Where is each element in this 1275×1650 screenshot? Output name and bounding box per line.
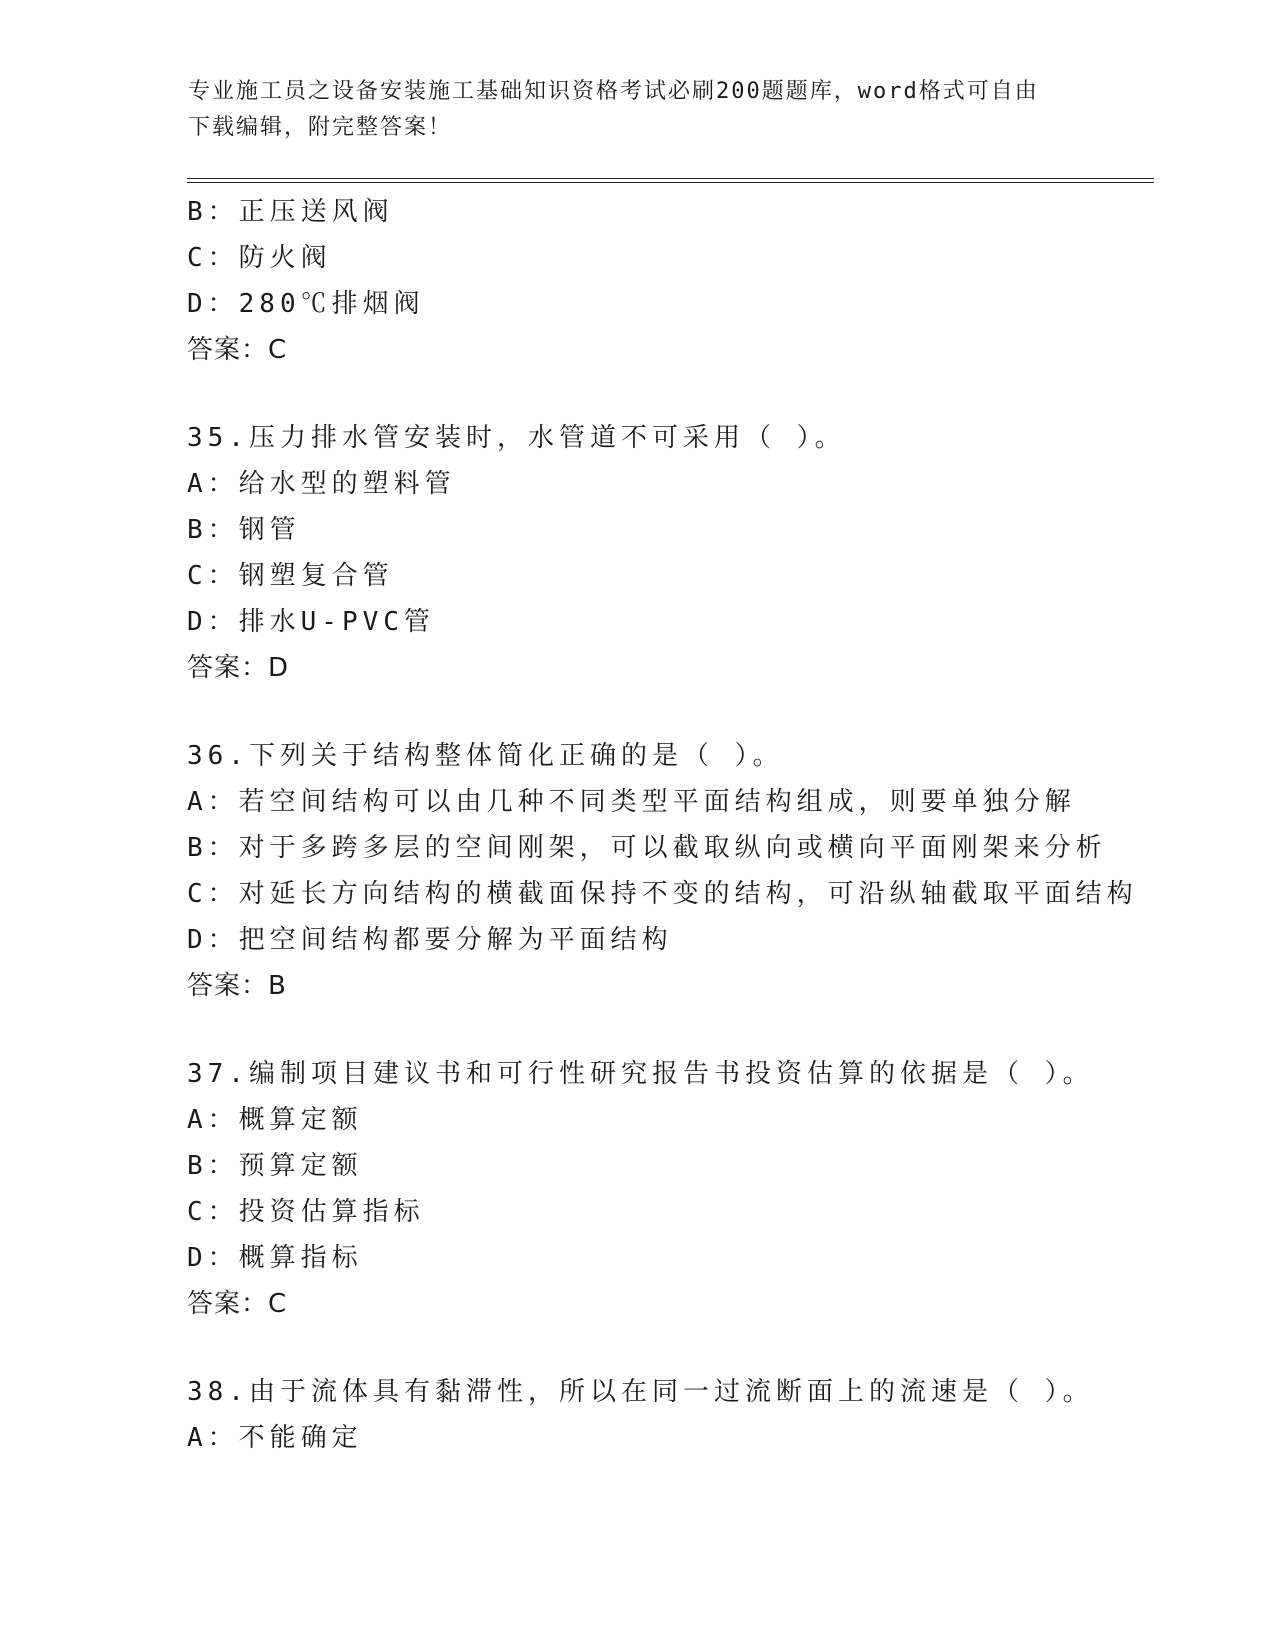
header-line-2: 下载编辑，附完整答案！ (188, 115, 453, 140)
option-d: D：概算指标 (187, 1243, 363, 1273)
option-b: B：正压送风阀 (187, 197, 394, 227)
option-d: D：把空间结构都要分解为平面结构 (187, 925, 673, 955)
question-stem: 38.由于流体具有黏滞性，所以在同一过流断面上的流速是（ ）。 (187, 1377, 1094, 1407)
option-d: D：280℃排烟阀 (187, 289, 425, 319)
option-c: C：钢塑复合管 (187, 561, 394, 591)
document-header (188, 74, 1068, 146)
option-b: B：预算定额 (187, 1151, 363, 1181)
answer-line: 答案：C (187, 335, 288, 365)
question-37 (187, 1051, 1147, 1327)
question-34-continued (187, 189, 1147, 373)
option-c: C：投资估算指标 (187, 1197, 425, 1227)
option-b: B：钢管 (187, 515, 301, 545)
option-b: B：对于多跨多层的空间刚架，可以截取纵向或横向平面刚架来分析 (187, 833, 1107, 863)
option-a: A：概算定额 (187, 1105, 363, 1135)
header-divider-top (187, 178, 1154, 179)
option-c: C：对延长方向结构的横截面保持不变的结构，可沿纵轴截取平面结构 (187, 879, 1138, 909)
option-d: D：排水U-PVC管 (187, 607, 435, 637)
question-38 (187, 1369, 1147, 1461)
option-a: A：给水型的塑料管 (187, 469, 456, 499)
option-a: A：若空间结构可以由几种不同类型平面结构组成，则要单独分解 (187, 787, 1076, 817)
option-a: A：不能确定 (187, 1423, 363, 1453)
header-line-1: 专业施工员之设备安装施工基础知识资格考试必刷200题题库，word格式可自由 (188, 79, 1039, 104)
option-c: C：防火阀 (187, 243, 332, 273)
question-35 (187, 415, 1147, 691)
header-divider-bottom (187, 182, 1154, 183)
question-stem: 37.编制项目建议书和可行性研究报告书投资估算的依据是（ ）。 (187, 1059, 1094, 1089)
question-36 (187, 733, 1147, 1009)
question-list (187, 189, 1147, 1503)
answer-line: 答案：D (187, 653, 290, 683)
question-stem: 36.下列关于结构整体简化正确的是（ ）。 (187, 741, 784, 771)
answer-line: 答案：B (187, 971, 287, 1001)
question-stem: 35.压力排水管安装时，水管道不可采用（ ）。 (187, 423, 846, 453)
answer-line: 答案：C (187, 1289, 288, 1319)
